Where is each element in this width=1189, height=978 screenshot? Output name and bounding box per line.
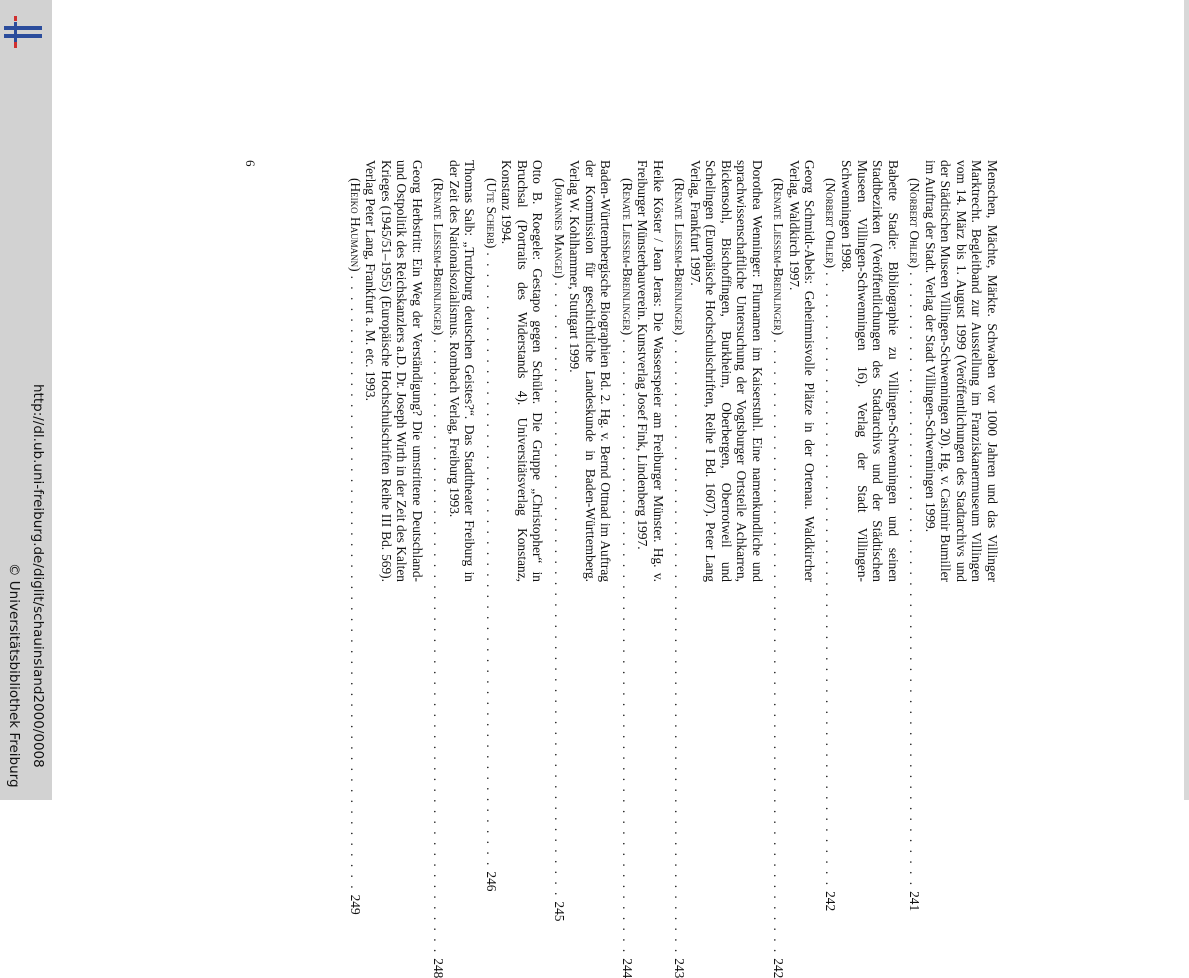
leader-dots bbox=[431, 339, 446, 954]
entry-reviewer: (Norbert Ohler) bbox=[907, 178, 923, 269]
entry-page-number: 244 bbox=[619, 958, 635, 978]
entry-title: Thomas Salb: „Trutzburg deutschen Geistes?“. Das Stadttheater Freiburg in der Zeit des Nationalsozialismus. Rombach Verlag, Freiburg 1993. bbox=[446, 160, 478, 582]
entry-page-number: 248 bbox=[431, 958, 447, 978]
toc-entry bbox=[347, 160, 426, 915]
leader-dots bbox=[552, 282, 567, 897]
entry-page-number: 242 bbox=[771, 958, 787, 978]
toc-entry bbox=[483, 160, 546, 892]
entry-page-number: 243 bbox=[671, 958, 687, 978]
entry-page-number: 241 bbox=[907, 891, 923, 912]
entry-row bbox=[906, 160, 923, 912]
entry-row bbox=[347, 160, 363, 915]
entry-reviewer: (Ute Scherb) bbox=[483, 178, 499, 249]
copyright-notice: © Universitätsbibliothek Freiburg bbox=[6, 563, 22, 788]
leader-dots bbox=[348, 276, 363, 891]
leader-dots bbox=[672, 339, 687, 954]
toc-entry bbox=[551, 160, 614, 922]
entry-reviewer: (Renate Liessem-Breinlinger) bbox=[771, 178, 787, 336]
entry-row bbox=[551, 160, 567, 922]
leader-dots bbox=[620, 339, 635, 954]
entry-title: Menschen, Mächte, Märkte. Schwaben vor 1000 Jahren und das Villinger Marktrecht. Begleitband zur Ausstellung im Franziskanermuseum Villingen vom 14. März bis 1. August 1999 (Veröffentlichungen des Stadtarchivs und der Städtischen Museen Villingen-Schwenningen 20). Hg. v. Casimir Bumiller im Auftrag der Stadt. Verlag der Stadt Villingen-Schwenningen 1999. bbox=[922, 160, 1000, 582]
entry-reviewer: (Norbert Ohler) bbox=[823, 178, 839, 269]
leader-dots bbox=[823, 272, 838, 887]
entry-row bbox=[619, 160, 635, 978]
entry-reviewer: (Renate Liessem-Breinlinger) bbox=[431, 178, 447, 336]
entry-title: Otto B. Roegele: Gestapo gegen Schüler. Die Gruppe „Christopher“ in Bruchsal (Portraits des Widerstands 4). Universitätsverlag Konstanz, Konstanz 1994. bbox=[499, 160, 546, 582]
toc-entry bbox=[619, 160, 666, 978]
leader-dots bbox=[484, 252, 499, 867]
entry-row bbox=[771, 160, 787, 978]
entry-row bbox=[483, 160, 499, 892]
entry-row bbox=[823, 160, 839, 912]
entry-reviewer: (Renate Liessem-Breinlinger) bbox=[671, 178, 687, 336]
entry-reviewer: (Renate Liessem-Breinlinger) bbox=[619, 178, 635, 336]
table-of-contents bbox=[347, 160, 1000, 978]
toc-entry bbox=[671, 160, 765, 978]
document-page bbox=[243, 160, 1000, 978]
entry-title: Georg Schmidt-Abels: Geheimnisvolle Plätze in der Ortenau. Waldkircher Verlag, Waldkirch 1997. bbox=[786, 160, 818, 582]
sidebar-text-block bbox=[0, 0, 52, 800]
entry-page-number: 242 bbox=[823, 891, 839, 912]
entry-page-number: 245 bbox=[551, 901, 567, 922]
toc-entry bbox=[431, 160, 478, 978]
leader-dots bbox=[907, 272, 922, 887]
leader-dots bbox=[771, 339, 786, 954]
entry-title: Heike Köster / Jean Jeras: Die Wasserspeier am Freiburger Münster. Hg. v. Freiburger Münsterbauverein. Kunstverlag Josef Fink, Lindenberg 1997. bbox=[635, 160, 666, 582]
page-edge bbox=[1184, 0, 1189, 800]
toc-entry bbox=[906, 160, 1000, 912]
entry-title: Babette Stadie: Bibliographie zu Villingen-Schwenningen und seinen Stadtbezirken (Veröffentlichungen des Stadtarchivs und der Städtischen Museen Villingen-Schwenningen 16). Verlag der Stadt Villingen-Schwenningen 1998. bbox=[839, 160, 901, 582]
toc-entry bbox=[771, 160, 818, 978]
source-url[interactable]: http://dl.ub.uni-freiburg.de/diglit/schauinsland2000/0008 bbox=[30, 384, 46, 768]
entry-page-number: 246 bbox=[483, 871, 499, 892]
toc-entry bbox=[823, 160, 901, 912]
entry-row bbox=[671, 160, 687, 978]
entry-page-number: 249 bbox=[347, 894, 363, 915]
entry-row bbox=[431, 160, 447, 978]
entry-title: Baden-Württembergische Biographien Bd. 2. Hg. v. Bernd Ottnad im Auftrag der Kommission für geschichtliche Landeskunde in Baden-Württemberg. Verlag W. Kohlhammer, Stuttgart 1999. bbox=[567, 160, 614, 582]
entry-title: Georg Herbstritt: Ein Weg der Verständigung? Die umstrittene Deutschland- und Ostpolitik des Reichskanzlers a.D. Dr. Joseph Wirth in der Zeit des Kalten Krieges (1945/51–1955) (Europäische Hochschulschriften Reihe III Bd. 569). Verlag Peter Lang, Frankfurt a. M. etc. 1993. bbox=[363, 160, 426, 582]
page-number: 6 bbox=[243, 160, 258, 167]
entry-reviewer: (Heiko Haumann) bbox=[347, 178, 363, 272]
entry-reviewer: (Johannes Mangei) bbox=[551, 178, 567, 279]
entry-title: Dorothea Wenninger: Flurnamen im Kaiserstuhl. Eine namenkundliche und sprachwissenschaftliche Untersuchung der Vogtsburger Ortsteile Achkarren, Bickensohl, Bischoffingen, Burkheim, Oberbergen, Oberrotweil und Schelingen (Europäische Hochschulschriften, Reihe I Bd. 1607). Peter Lang Verlag, Frankfurt 1997. bbox=[687, 160, 765, 582]
